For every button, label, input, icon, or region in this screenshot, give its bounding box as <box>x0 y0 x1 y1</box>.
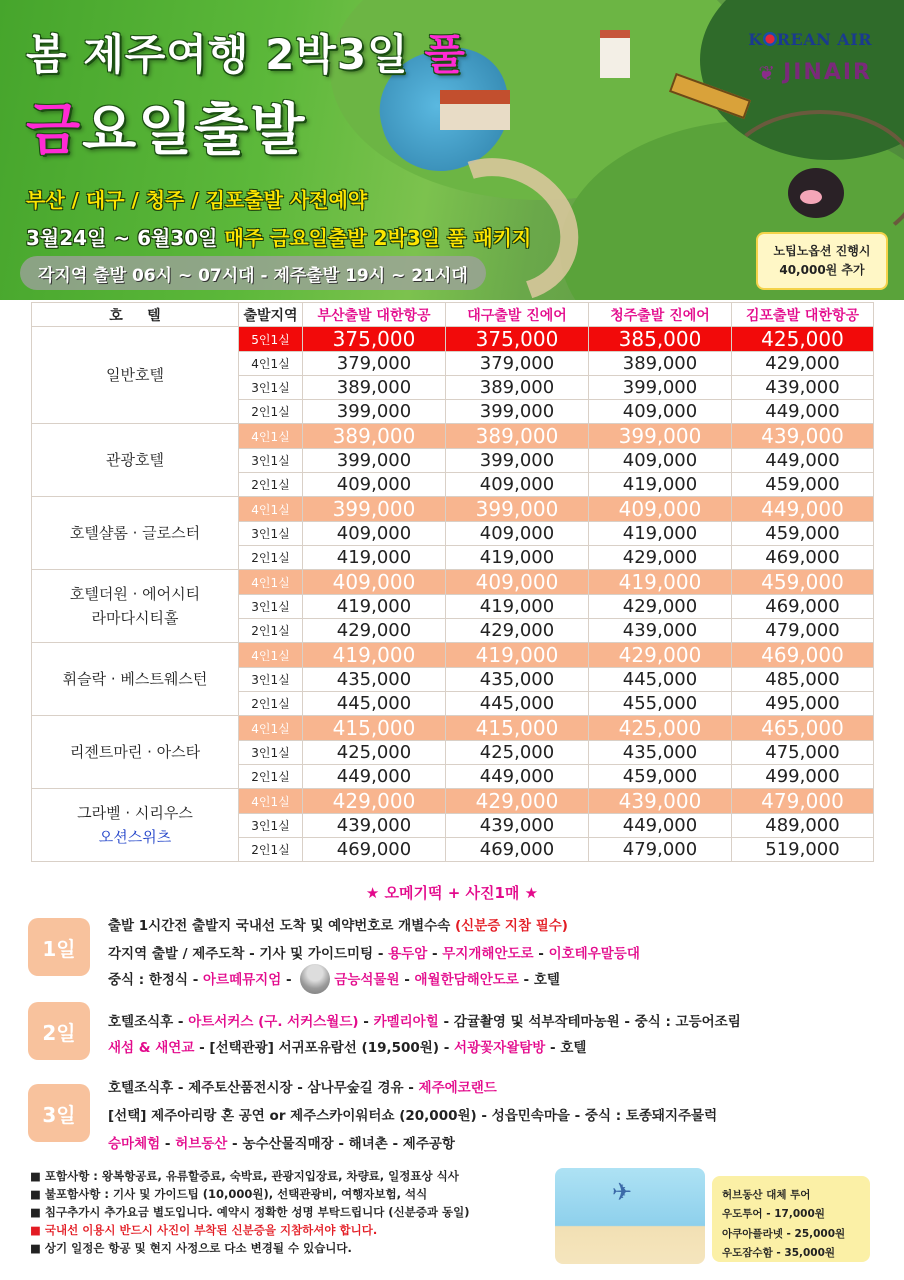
stone-statue-icon <box>300 964 330 994</box>
price-cell: 415,000 <box>446 716 589 741</box>
price-cell: 445,000 <box>303 692 446 716</box>
table-row <box>32 570 874 595</box>
day2-line2: 새섬 & 새연교 - [선택관광] 서귀포유람선 (19,500원) - 서광꽃자왈탐방 - 호텔 <box>108 1040 587 1056</box>
room-type: 2인1실 <box>239 400 303 424</box>
price-cell: 425,000 <box>303 741 446 765</box>
price-cell: 419,000 <box>446 546 589 570</box>
price-cell: 409,000 <box>303 473 446 497</box>
price-cell: 419,000 <box>589 522 732 546</box>
room-type: 4인1실 <box>239 643 303 668</box>
scenery-house <box>440 90 510 130</box>
price-cell: 419,000 <box>303 595 446 619</box>
price-cell: 489,000 <box>732 814 874 838</box>
price-cell: 479,000 <box>589 838 732 862</box>
note-id-required: ■ 국내선 이용시 반드시 사진이 부착된 신분증을 지참하셔야 합니다. <box>30 1223 378 1237</box>
price-cell: 449,000 <box>732 449 874 473</box>
room-type: 3인1실 <box>239 595 303 619</box>
price-cell: 469,000 <box>732 643 874 668</box>
price-cell: 455,000 <box>589 692 732 716</box>
price-cell: 439,000 <box>732 376 874 400</box>
table-header-row <box>32 303 874 327</box>
title-highlight-full: 풀 <box>424 30 466 79</box>
price-cell: 429,000 <box>303 619 446 643</box>
butterfly-icon: ❦ <box>758 60 778 85</box>
header-daegu: 대구출발 진에어 <box>446 303 589 327</box>
price-cell: 469,000 <box>732 546 874 570</box>
room-type: 4인1실 <box>239 424 303 449</box>
price-cell: 375,000 <box>303 327 446 352</box>
header-hotel: 호 텔 <box>32 303 239 327</box>
room-type: 4인1실 <box>239 570 303 595</box>
price-cell: 429,000 <box>589 546 732 570</box>
price-cell: 449,000 <box>446 765 589 789</box>
room-type: 5인1실 <box>239 327 303 352</box>
price-cell: 435,000 <box>446 668 589 692</box>
day3-line1: 호텔조식후 - 제주토산품전시장 - 삼나무숲길 경유 - 제주에코랜드 <box>108 1080 497 1096</box>
price-cell: 419,000 <box>303 546 446 570</box>
price-cell: 465,000 <box>732 716 874 741</box>
table-row <box>32 716 874 741</box>
price-cell: 449,000 <box>589 814 732 838</box>
price-cell: 389,000 <box>589 352 732 376</box>
room-type: 4인1실 <box>239 352 303 376</box>
departure-cities: 부산 / 대구 / 청주 / 김포출발 사전예약 <box>26 188 368 212</box>
price-cell: 429,000 <box>732 352 874 376</box>
day2-badge: 2일 <box>28 1002 90 1060</box>
price-table <box>31 302 874 862</box>
price-cell: 449,000 <box>732 400 874 424</box>
date-range: 3월24일 ~ 6월30일 매주 금요일출발 2박3일 풀 패키지 <box>26 226 532 250</box>
herb-option-udo-tour: 우도투어 - 17,000원 <box>722 1208 825 1221</box>
room-type: 2인1실 <box>239 546 303 570</box>
price-cell: 435,000 <box>589 741 732 765</box>
price-cell: 409,000 <box>446 570 589 595</box>
note-excluded: ■ 불포함사항 : 기사 및 가이드팁 (10,000원), 선택관광비, 여행자보험, 석식 <box>30 1187 428 1201</box>
price-cell: 499,000 <box>732 765 874 789</box>
price-cell: 425,000 <box>732 327 874 352</box>
day1-badge: 1일 <box>28 918 90 976</box>
price-cell: 415,000 <box>303 716 446 741</box>
price-cell: 449,000 <box>732 497 874 522</box>
price-cell: 449,000 <box>303 765 446 789</box>
jinair-logo: ❦ JINAIR <box>758 60 872 85</box>
room-type: 3인1실 <box>239 668 303 692</box>
day1-line2: 각지역 출발 / 제주도착 - 기사 및 가이드미팅 - 용두암 - 무지개해안도로 - 이호테우말등대 <box>108 946 640 962</box>
price-cell: 409,000 <box>303 570 446 595</box>
hero-banner <box>0 0 904 300</box>
korean-air-taegeuk-icon <box>763 32 777 46</box>
price-cell: 445,000 <box>589 668 732 692</box>
price-cell: 435,000 <box>303 668 446 692</box>
price-cell: 399,000 <box>303 400 446 424</box>
main-title-line1: 봄 제주여행 2박3일 풀 <box>26 30 466 79</box>
price-cell: 439,000 <box>303 814 446 838</box>
price-cell: 429,000 <box>589 595 732 619</box>
table-row <box>32 789 874 814</box>
price-cell: 409,000 <box>446 522 589 546</box>
day3-line3: 승마체험 - 허브동산 - 농수산물직매장 - 해녀촌 - 제주공항 <box>108 1136 455 1152</box>
price-cell: 419,000 <box>446 595 589 619</box>
price-cell: 429,000 <box>446 619 589 643</box>
main-title-line2: 금요일출발 <box>26 98 307 163</box>
room-type: 2인1실 <box>239 838 303 862</box>
price-cell: 425,000 <box>446 741 589 765</box>
room-type: 4인1실 <box>239 716 303 741</box>
price-cell: 439,000 <box>446 814 589 838</box>
price-cell: 399,000 <box>446 400 589 424</box>
table-row <box>32 497 874 522</box>
price-cell: 479,000 <box>732 619 874 643</box>
price-cell: 469,000 <box>732 595 874 619</box>
room-type: 3인1실 <box>239 522 303 546</box>
hotel-name: 휘슬락 · 베스트웨스턴 <box>32 643 239 716</box>
day1-line3: 중식 : 한정식 - 아르떼뮤지엄 - 금능석물원 - 애월한담해안도로 - 호텔 <box>108 964 560 994</box>
price-cell: 459,000 <box>732 522 874 546</box>
herb-title: 허브동산 대체 투어 <box>722 1189 811 1201</box>
room-type: 2인1실 <box>239 473 303 497</box>
price-cell: 519,000 <box>732 838 874 862</box>
price-cell: 409,000 <box>446 473 589 497</box>
header-region: 출발지역 <box>239 303 303 327</box>
gift-banner: ★ 오메기떡 + 사진1매 ★ <box>365 884 539 902</box>
price-cell: 459,000 <box>732 570 874 595</box>
herb-alternative-box <box>712 1176 870 1262</box>
room-type: 3인1실 <box>239 376 303 400</box>
header-cheongju: 청주출발 진에어 <box>589 303 732 327</box>
price-cell: 419,000 <box>589 570 732 595</box>
price-cell: 385,000 <box>589 327 732 352</box>
hotel-name: 그라벨 · 시리우스 오션스위츠 <box>32 789 239 862</box>
table-row <box>32 327 874 352</box>
price-cell: 399,000 <box>303 449 446 473</box>
airplane-icon: ✈ <box>612 1178 633 1206</box>
price-cell: 459,000 <box>732 473 874 497</box>
price-cell: 409,000 <box>589 497 732 522</box>
room-type: 4인1실 <box>239 497 303 522</box>
note-bedding: ■ 침구추가시 추가요금 별도입니다. 예약시 정확한 성명 부탁드립니다 (신분증과 동일) <box>30 1205 470 1219</box>
price-cell: 399,000 <box>446 449 589 473</box>
price-cell: 389,000 <box>303 376 446 400</box>
price-cell: 485,000 <box>732 668 874 692</box>
price-cell: 389,000 <box>303 424 446 449</box>
scenery-tower <box>600 30 630 78</box>
hotel-name: 호텔더원 · 에어시티 라마다시티홀 <box>32 570 239 643</box>
note-schedule-change: ■ 상기 일정은 항공 및 현지 사정으로 다소 변경될 수 있습니다. <box>30 1241 352 1255</box>
price-cell: 389,000 <box>446 376 589 400</box>
price-cell: 445,000 <box>446 692 589 716</box>
header-busan: 부산출발 대한항공 <box>303 303 446 327</box>
room-type: 2인1실 <box>239 765 303 789</box>
price-cell: 429,000 <box>446 789 589 814</box>
price-cell: 475,000 <box>732 741 874 765</box>
header-gimpo: 김포출발 대한항공 <box>732 303 874 327</box>
price-cell: 419,000 <box>589 473 732 497</box>
price-cell: 469,000 <box>303 838 446 862</box>
price-cell: 409,000 <box>303 522 446 546</box>
price-cell: 429,000 <box>303 789 446 814</box>
price-cell: 409,000 <box>589 400 732 424</box>
room-type: 4인1실 <box>239 789 303 814</box>
room-type: 3인1실 <box>239 741 303 765</box>
room-type: 3인1실 <box>239 449 303 473</box>
note-included: ■ 포함사항 : 왕복항공료, 유류할증료, 숙박료, 관광지입장료, 차량료, 일정표상 식사 <box>30 1169 459 1183</box>
hotel-name: 호텔샬롬 · 글로스터 <box>32 497 239 570</box>
room-type: 3인1실 <box>239 814 303 838</box>
price-cell: 379,000 <box>303 352 446 376</box>
room-type: 2인1실 <box>239 619 303 643</box>
no-tip-notice: 노팁노옵션 진행시 40,000원 추가 <box>756 232 888 290</box>
price-cell: 399,000 <box>446 497 589 522</box>
price-cell: 419,000 <box>303 643 446 668</box>
black-pig-mascot-icon <box>788 168 844 218</box>
herb-option-submarine: 우도잠수함 - 35,000원 <box>722 1247 836 1260</box>
table-row <box>32 424 874 449</box>
day3-line2: [선택] 제주아리랑 혼 공연 or 제주스카이워터쇼 (20,000원) - 성읍민속마을 - 중식 : 토종돼지주물럭 <box>108 1108 718 1124</box>
price-cell: 479,000 <box>732 789 874 814</box>
price-cell: 439,000 <box>589 789 732 814</box>
departure-time-pill: 각지역 출발 06시 ~ 07시대 - 제주출발 19시 ~ 21시대 <box>20 256 486 290</box>
price-cell: 419,000 <box>446 643 589 668</box>
price-cell: 439,000 <box>732 424 874 449</box>
price-cell: 495,000 <box>732 692 874 716</box>
day2-line1: 호텔조식후 - 아트서커스 (구. 서커스월드) - 카멜리아힐 - 감귤촬영 및 석부작테마농원 - 중식 : 고등어조림 <box>108 1014 741 1030</box>
price-cell: 459,000 <box>589 765 732 789</box>
price-cell: 439,000 <box>589 619 732 643</box>
room-type: 2인1실 <box>239 692 303 716</box>
hotel-name: 리젠트마린 · 아스타 <box>32 716 239 789</box>
price-cell: 429,000 <box>589 643 732 668</box>
price-cell: 389,000 <box>446 424 589 449</box>
price-cell: 425,000 <box>589 716 732 741</box>
price-cell: 469,000 <box>446 838 589 862</box>
herb-option-aqua: 아쿠아플라넷 - 25,000원 <box>722 1227 846 1240</box>
price-cell: 409,000 <box>589 449 732 473</box>
day1-line1: 출발 1시간전 출발지 국내선 도착 및 예약번호로 개별수속 (신분증 지참 필수) <box>108 918 568 934</box>
price-cell: 399,000 <box>589 376 732 400</box>
korean-air-logo: K REAN AIR <box>748 30 872 49</box>
table-row <box>32 643 874 668</box>
price-cell: 399,000 <box>303 497 446 522</box>
price-cell: 379,000 <box>446 352 589 376</box>
price-cell: 375,000 <box>446 327 589 352</box>
title-highlight-fri: 금 <box>26 98 83 163</box>
price-cell: 399,000 <box>589 424 732 449</box>
day3-badge: 3일 <box>28 1084 90 1142</box>
hotel-name: 일반호텔 <box>32 327 239 424</box>
hotel-name: 관광호텔 <box>32 424 239 497</box>
